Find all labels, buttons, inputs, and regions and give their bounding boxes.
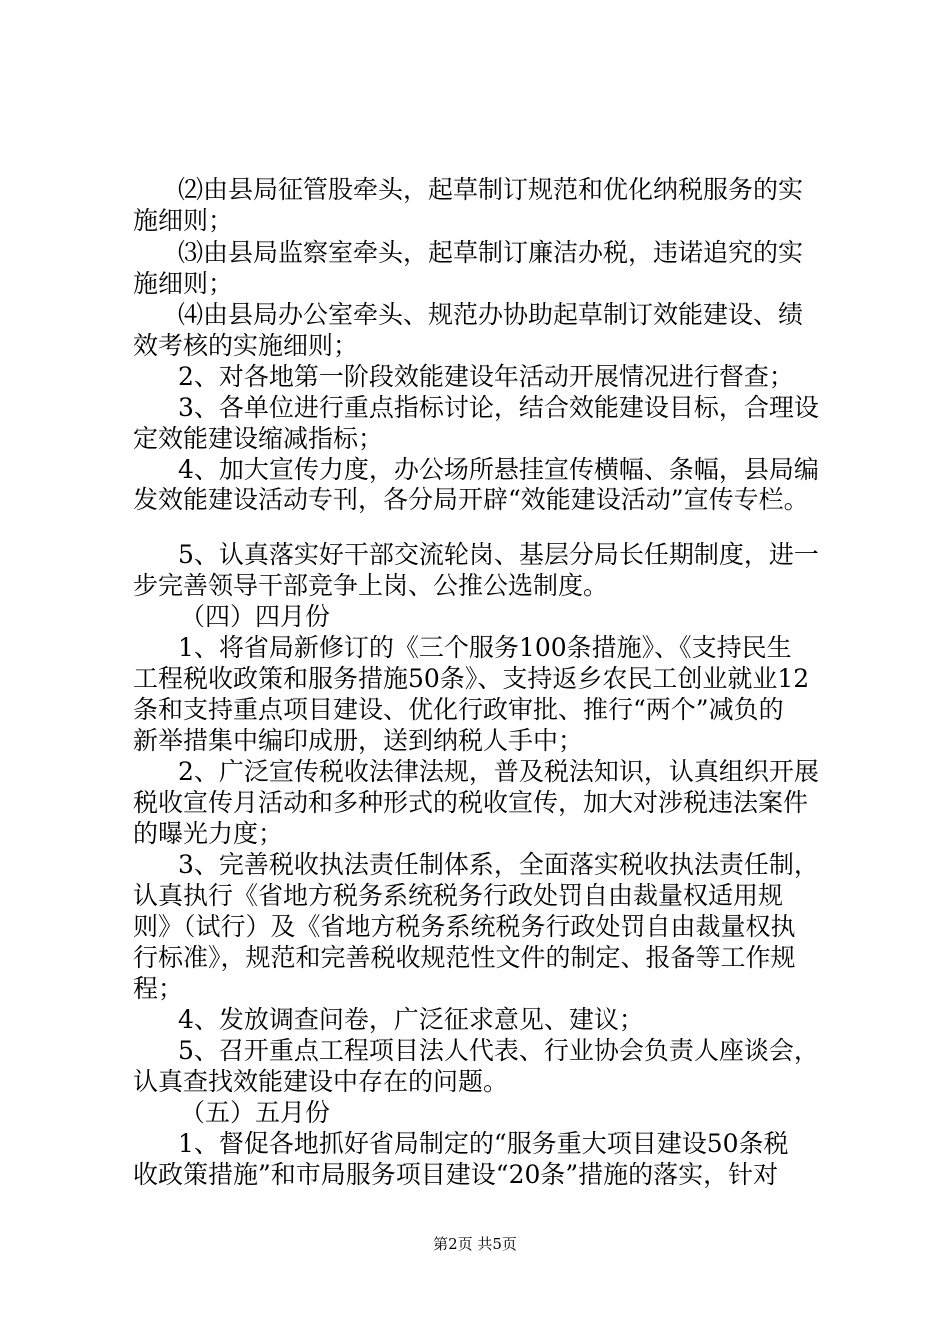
section-heading: （四）四月份	[180, 602, 331, 631]
text-line: 条和支持重点项目建设、优化行政审批、推行“两个”减负的	[133, 695, 784, 724]
text-line: 5、认真落实好干部交流轮岗、基层分局长任期制度，进一	[178, 540, 819, 569]
text-line: 3、完善税收执法责任制体系，全面落实税收执法责任制，	[178, 850, 819, 879]
text-line: 发效能建设活动专刊，各分局开辟“效能建设活动”宣传专栏。	[133, 485, 809, 514]
section-heading: （五）五月份	[180, 1098, 331, 1127]
text-line: 步完善领导干部竞争上岗、公推公选制度。	[133, 571, 609, 600]
text-line: 程；	[133, 974, 184, 1003]
text-line: 1、将省局新修订的《三个服务100条措施》、《支持民生	[178, 633, 792, 662]
text-line: 认真查找效能建设中存在的问题。	[133, 1067, 509, 1096]
text-line: 的曝光力度；	[133, 819, 284, 848]
page-number: 第2页 共5页	[433, 1235, 517, 1253]
text-line: 效考核的实施细则；	[133, 331, 359, 360]
text-line: 定效能建设缩减指标；	[133, 424, 384, 453]
text-line: 工程税收政策和服务措施50条》、支持返乡农民工创业就业12	[133, 664, 810, 693]
text-line: 4、加大宣传力度，办公场所悬挂宣传横幅、条幅，县局编	[178, 455, 819, 484]
text-line: 5、召开重点工程项目法人代表、行业协会负责人座谈会，	[178, 1036, 819, 1065]
text-line: ⑷由县局办公室牵头、规范办协助起草制订效能建设、绩	[178, 300, 804, 329]
text-line: 则》（试行）及《省地方税务系统税务行政处罚自由裁量权执	[133, 912, 796, 941]
text-line: 收政策措施”和市局服务项目建设“20条”措施的落实，针对	[133, 1160, 779, 1189]
text-line: 施细则；	[133, 206, 234, 235]
text-line: ⑵由县局征管股牵头，起草制订规范和优化纳税服务的实	[178, 175, 804, 204]
text-line: ⑶由县局监察室牵头，起草制订廉洁办税，违诺追究的实	[178, 238, 804, 267]
text-line: 施细则；	[133, 269, 234, 298]
text-line: 认真执行《省地方税务系统税务行政处罚自由裁量权适用规	[133, 881, 784, 910]
text-line: 2、对各地第一阶段效能建设年活动开展情况进行督查；	[178, 362, 794, 391]
text-line: 4、发放调查问卷，广泛征求意见、建议；	[178, 1005, 644, 1034]
text-line: 2、广泛宣传税收法律法规，普及税法知识，认真组织开展	[178, 757, 819, 786]
text-line: 税收宣传月活动和多种形式的税收宣传，加大对涉税违法案件	[133, 788, 809, 817]
text-line: 行标准》，规范和完善税收规范性文件的制定、报备等工作规	[133, 943, 796, 972]
text-line: 新举措集中编印成册，送到纳税人手中；	[133, 726, 584, 755]
text-line: 1、督促各地抓好省局制定的“服务重大项目建设50条税	[178, 1129, 789, 1158]
text-line: 3、各单位进行重点指标讨论，结合效能建设目标，合理设	[178, 393, 819, 422]
